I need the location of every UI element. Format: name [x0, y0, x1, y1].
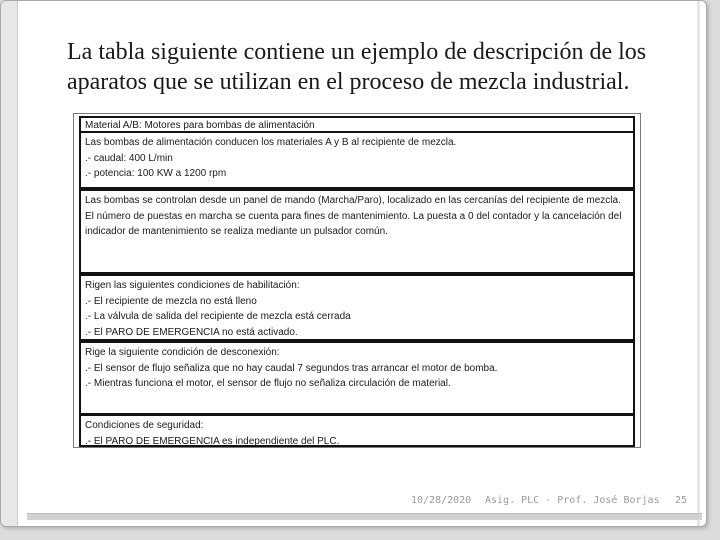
- feed-description-cell: [79, 131, 635, 189]
- slide-right-stripe: [697, 1, 700, 526]
- slide-bottom-bar: [27, 513, 702, 520]
- footer-course: Asig. PLC - Prof. José Borjas: [485, 495, 660, 506]
- enable-conditions-cell: [79, 274, 635, 341]
- control-description-cell: [79, 189, 635, 274]
- table-header-text: Material A/B: Motores para bombas de alimentación: [85, 120, 315, 131]
- feed-description-item: .- caudal: 400 L/min: [85, 152, 173, 164]
- safety-conditions-cell: [79, 414, 635, 447]
- enable-condition-item: .- La válvula de salida del recipiente de mezcla está cerrada: [85, 311, 351, 322]
- footer-page-number: 25: [675, 495, 688, 506]
- feed-description-item: .- potencia: 100 KW a 1200 rpm: [85, 168, 227, 179]
- control-description-text: Las bombas se controlan desde un panel de mando (Marcha/Paro), localizado en las cercanías del recipiente de mezcla. El número de puestas en marcha se cuenta para fines de mantenimiento. La puesta a 0 del contador y la cancelación del indicador de mantenimiento se realiza mediante un pulsador común.: [85, 195, 622, 237]
- enable-conditions-intro: Rigen las siguientes condiciones de habilitación:: [85, 280, 300, 291]
- feed-description-intro: Las bombas de alimentación conducen los materiales A y B al recipiente de mezcla.: [85, 137, 457, 148]
- safety-condition-item: .- El PARO DE EMERGENCIA es independiente del PLC.: [85, 435, 340, 447]
- enable-condition-item: .- El PARO DE EMERGENCIA no está activado.: [85, 326, 298, 338]
- safety-conditions-intro: Condiciones de seguridad:: [85, 420, 204, 431]
- footer-date: 10/28/2020: [411, 495, 472, 506]
- disconnect-condition-intro: Rige la siguiente condición de desconexión:: [85, 347, 280, 358]
- description-table: [73, 113, 641, 448]
- disconnect-condition-item: .- El sensor de flujo señaliza que no hay caudal 7 segundos tras arrancar el motor de bomba.: [85, 362, 498, 374]
- slide-title: La tabla siguiente contiene un ejemplo de descripción de los aparatos que se utilizan en el proceso de mezcla industrial.: [67, 39, 647, 95]
- slide-left-band: [1, 1, 18, 526]
- disconnect-condition-cell: [79, 341, 635, 415]
- enable-condition-item: .- El recipiente de mezcla no está lleno: [85, 295, 257, 307]
- disconnect-condition-item: .- Mientras funciona el motor, el sensor de flujo no señaliza circulación de material.: [85, 378, 451, 389]
